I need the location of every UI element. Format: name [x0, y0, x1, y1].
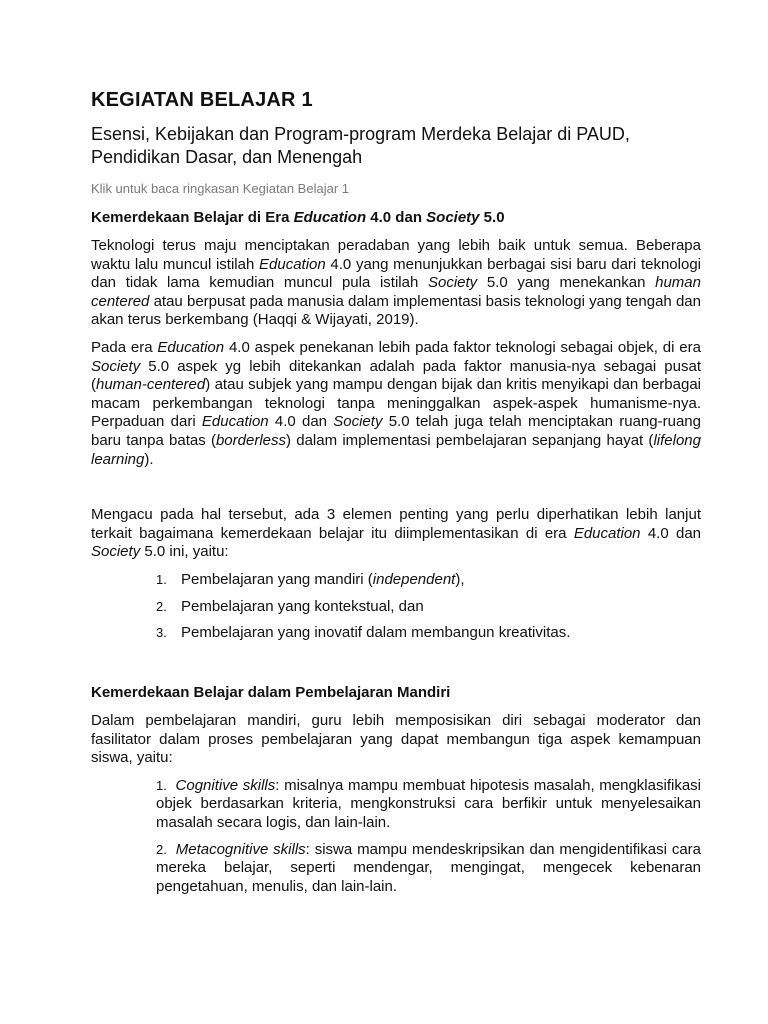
text-run: Mengacu pada hal tersebut, ada 3 elemen penting yang perlu diperhatikan lebih lanjut terkait bagaimana kemerdekaan belajar itu diimplementasikan di era: [91, 506, 701, 542]
text-run: 5.0 telah juga telah menciptakan ruang-ruang baru tanpa batas (: [91, 413, 701, 449]
text-run: 5.0 aspek yg lebih ditekankan adalah pada faktor manusia-nya sebagai pusat (: [91, 357, 701, 394]
heading-text: 5.0: [479, 209, 505, 226]
text-run: ),: [455, 570, 465, 588]
text-run: Pada era: [91, 338, 158, 356]
paragraph-technology: [91, 237, 701, 330]
em-run: Society: [91, 543, 141, 561]
text-run: 4.0 dan: [640, 524, 702, 542]
paragraph-mandiri: Dalam pembelajaran mandiri, guru lebih memposisikan diri sebagai moderator dan fasilitator dalam proses pembelajaran yang dapat membangun tiga aspek kemampuan siswa, yaitu:: [91, 712, 701, 767]
list-number: 3.: [156, 625, 167, 641]
text-run: atau berpusat pada manusia dalam implementasi basis teknologi yang tengah dan akan terus berkembang (Haqqi & Wijayati, 2019).: [91, 292, 701, 329]
list-number: 2.: [156, 841, 167, 857]
text-run: ) atau subjek yang mampu dengan bijak dan kritis menyikapi dan berbagai macam perkembangan teknologi tanpa meninggalkan aspek-aspek humanisme-nya. Perpaduan dari: [91, 376, 701, 431]
em-run: Education: [157, 338, 225, 356]
text-run: ).: [144, 450, 154, 468]
list-item: [156, 841, 701, 897]
text-run: 4.0 dan: [268, 413, 334, 431]
heading-text: Kemerdekaan Belajar di Era: [91, 209, 294, 226]
list-number: 2.: [156, 598, 167, 614]
list-number: 1.: [156, 571, 167, 587]
em-run: independent: [372, 570, 456, 588]
em-run: Metacognitive skills: [175, 840, 306, 858]
list-item: [156, 777, 701, 833]
em-run: Education: [259, 255, 326, 273]
em-run: Society: [427, 274, 478, 292]
paragraph-three-elements: [91, 506, 701, 562]
em-run: human centered: [91, 274, 701, 310]
em-run: Society: [333, 413, 383, 431]
page-title: KEGIATAN BELAJAR 1: [91, 89, 313, 111]
text-run: 5.0 yang menekankan: [477, 274, 656, 292]
list-item: [156, 598, 701, 617]
em-run: Education: [573, 524, 641, 542]
text-run: Pembelajaran yang mandiri (: [181, 570, 373, 588]
page-subtitle: Esensi, Kebijakan dan Program-program Merdeka Belajar di PAUD, Pendidikan Dasar, dan Menengah: [91, 124, 630, 167]
heading-em: Education: [293, 209, 367, 226]
text-run: Pembelajaran yang kontekstual, dan: [181, 597, 424, 615]
content-column: [91, 86, 701, 904]
text-run: : siswa mampu mendeskripsikan dan mengidentifikasi cara mereka belajar, seperti mendengar, mengingat, mengecek kebenaran pengetahuan, menulis, dan lain-lain.: [156, 840, 701, 895]
text-run: 4.0 yang menunjukkan berbagai sisi baru dari teknologi dan tidak lama kemudian muncul pula istilah: [91, 255, 701, 292]
text-run: Pembelajaran yang inovatif dalam membangun kreativitas.: [181, 624, 571, 642]
em-run: Education: [201, 413, 269, 431]
em-run: Cognitive skills: [175, 776, 276, 794]
em-run: human-centered: [96, 376, 206, 394]
summary-toggle-link[interactable]: Klik untuk baca ringkasan Kegiatan Belajar 1: [91, 181, 349, 196]
text-run: : misalnya mampu membuat hipotesis masalah, mengklasifikasi objek berdasarkan kriteria, mengkonstruksi cara berfikir untuk menyelesaikan masalah secara logis, dan lain-lain.: [156, 776, 701, 832]
text-run: 5.0 ini, yaitu:: [140, 543, 229, 561]
em-run: Society: [91, 357, 141, 375]
section-heading-era: [91, 208, 701, 228]
em-run: lifelong learning: [91, 431, 701, 468]
heading-em: Society: [426, 209, 480, 226]
list-number: 1.: [156, 777, 167, 793]
text-run: ) dalam implementasi pembelajaran sepanjang hayat (: [286, 431, 654, 449]
elements-list: [156, 571, 701, 643]
list-item: [156, 571, 701, 590]
section-heading-mandiri: Kemerdekaan Belajar dalam Pembelajaran Mandiri: [91, 684, 451, 702]
skills-list: [156, 777, 701, 897]
text-run: Teknologi terus maju menciptakan peradaban yang lebih baik untuk semua. Beberapa waktu lalu muncul istilah: [91, 237, 701, 273]
paragraph-education-society: [91, 339, 701, 469]
heading-text: 4.0 dan: [366, 209, 427, 226]
text-run: 4.0 aspek penekanan lebih pada faktor teknologi sebagai objek, di era: [224, 338, 701, 356]
em-run: borderless: [215, 431, 286, 449]
list-item: [156, 624, 701, 643]
